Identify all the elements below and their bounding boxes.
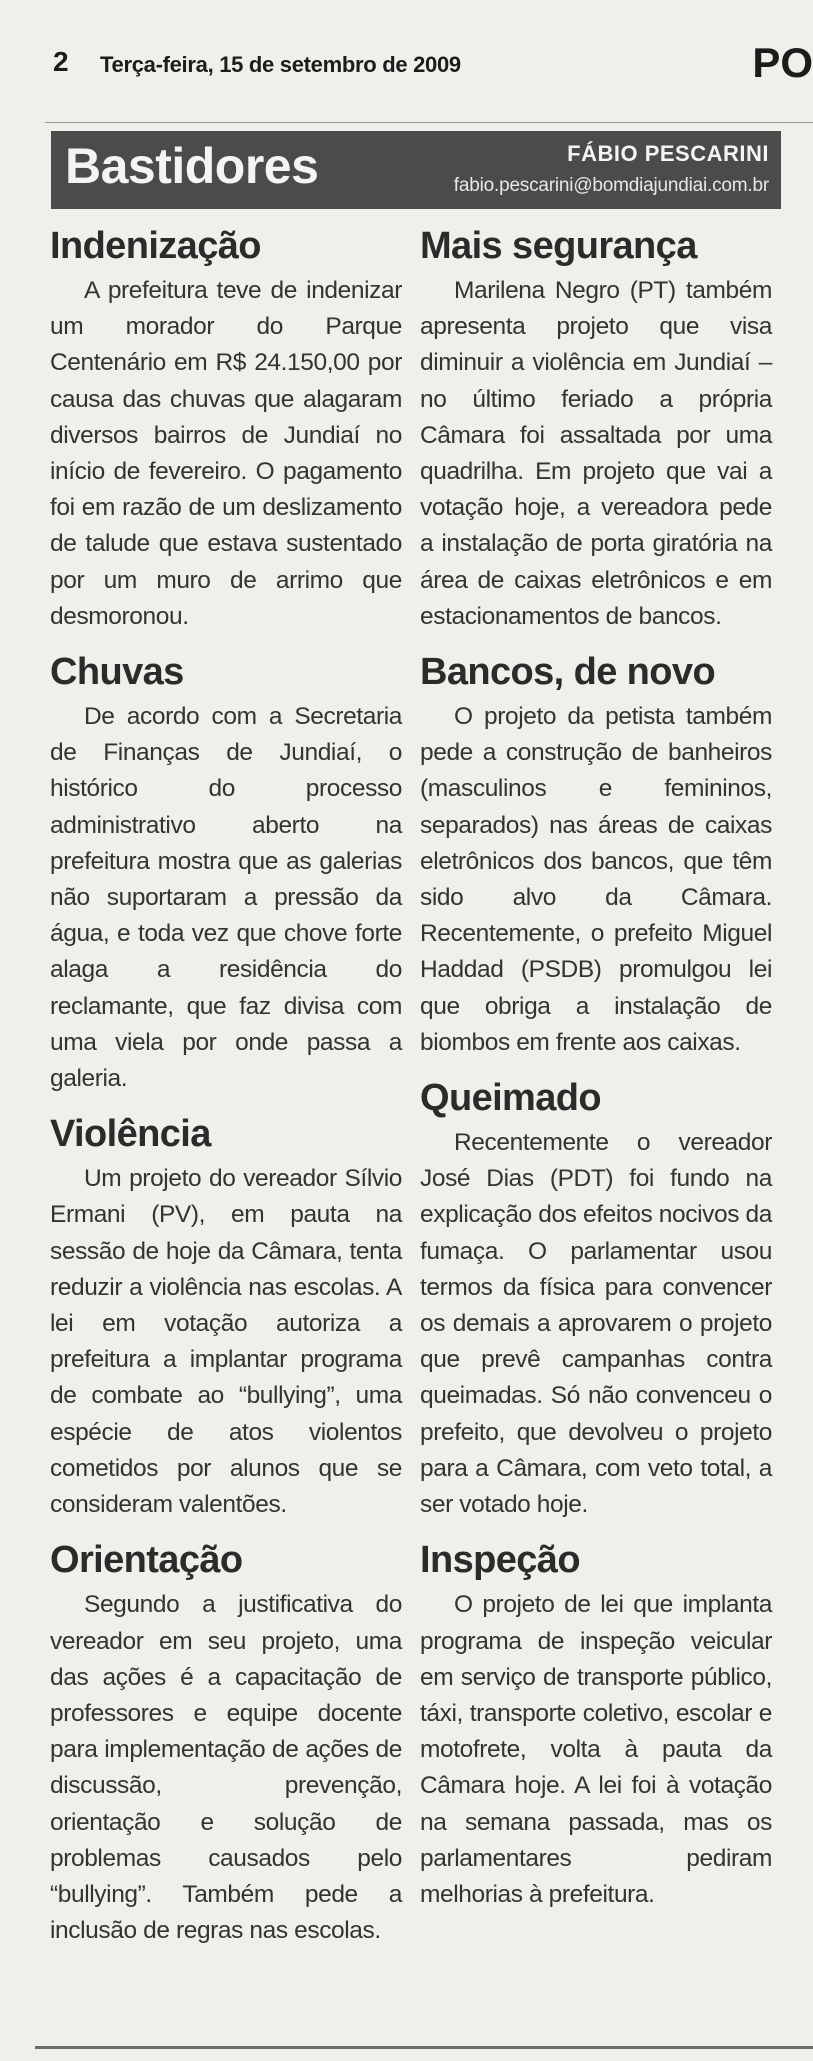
article-body: Um projeto do vereador Sílvio Ermani (PV), em pauta na sessão de hoje da Câmara, tenta reduzir a violência nas escolas. A lei em votação autoriza a prefeitura a implantar programa de combate ao “bullying”, uma espécie de atos violentos cometidos por alunos que se consideram valentões. [50,1165,402,1519]
publication-date: Terça-feira, 15 de setembro de 2009 [100,52,461,77]
header-divider [45,122,813,123]
article-heading: Violência [50,1113,211,1156]
article-heading: Indenização [50,225,261,267]
article-body: De acordo com a Secretaria de Finanças de Jundiaí, o histórico do processo administrativo aberto na prefeitura mostra que as galerias não suportaram a pressão da água, e toda vez que chove forte alaga a residência do reclamante, que faz divisa com uma viela por onde passa a galeria. [50,703,402,1093]
article-indenizacao [50,225,402,635]
article-body: O projeto da petista também pede a construção de banheiros (masculinos e femininos, separados) nas áreas de caixas eletrônicos dos bancos, que têm sido alvo da Câmara. Recentemente, o prefeito Miguel Haddad (PSDB) promulgou lei que obriga a instalação de biombos em frente aos caixas. [420,703,772,1056]
article-mais-seguranca [420,225,772,635]
article-heading: Chuvas [50,651,184,694]
footer-divider [35,2046,813,2049]
section-name-fragment: PO [752,39,813,86]
column-banner [51,131,781,209]
left-column [50,225,402,1965]
page-header [45,39,813,86]
article-body: Recentemente o vereador José Dias (PDT) foi fundo na explicação dos efeitos nocivos da fumaça. O parlamentar usou termos da física para convencer os demais a aprovarem o projeto que prevê campanhas contra queimadas. Só não convenceu o prefeito, que devolveu o projeto para a Câmara, com veto total, a ser votado hoje. [420,1129,772,1519]
article-bancos-de-novo [420,651,772,1061]
article-heading: Queimado [420,1077,602,1120]
article-heading: Bancos, de novo [420,651,716,694]
right-column [420,225,772,1929]
column-title: Bastidores [65,138,319,194]
column-author: FÁBIO PESCARINI [567,141,769,166]
article-inspecao [420,1539,772,1913]
article-queimado [420,1077,772,1523]
article-chuvas [50,651,402,1097]
article-orientacao [50,1539,402,1949]
article-body: Segundo a justificativa do vereador em seu projeto, uma das ações é a capacitação de professores e equipe docente para implementação de ações de discussão, prevenção, orientação e solução de problemas causados pelo “bullying”. Também pede a inclusão de regras nas escolas. [50,1591,402,1945]
article-heading: Inspeção [420,1539,580,1582]
author-email: fabio.pescarini@bomdiajundiai.com.br [453,175,769,196]
article-body: Marilena Negro (PT) também apresenta projeto que visa diminuir a violência em Jundiaí – no último feriado a própria Câmara foi assaltada por uma quadrilha. Em projeto que vai a votação hoje, a vereadora pede a instalação de porta giratória na área de caixas eletrônicos e em estacionamentos de bancos. [420,277,772,630]
article-violencia [50,1113,402,1523]
article-body: A prefeitura teve de indenizar um morador do Parque Centenário em R$ 24.150,00 por causa das chuvas que alagaram diversos bairros de Jundiaí no início de fevereiro. O pagamento foi em razão de um deslizamento de talude que estava sustentado por um muro de arrimo que desmoronou. [50,277,402,630]
page-number: 2 [53,46,69,77]
article-heading: Orientação [50,1539,243,1582]
article-heading: Mais segurança [420,225,697,267]
article-body: O projeto de lei que implanta programa de inspeção veicular em serviço de transporte público, táxi, transporte coletivo, escolar e motofrete, volta à pauta da Câmara hoje. A lei foi à votação na semana passada, mas os parlamentares pediram melhorias à prefeitura. [420,1591,772,1908]
